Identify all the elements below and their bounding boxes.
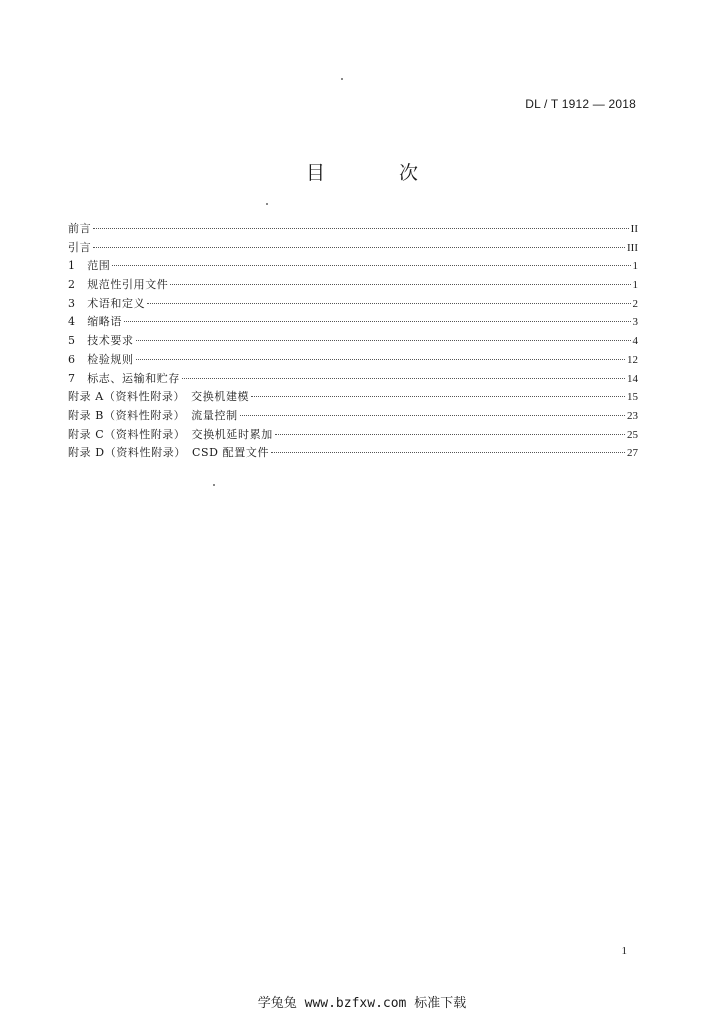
toc-entry-label: 前言 — [68, 222, 92, 235]
toc-entry-page: 3 — [632, 316, 638, 329]
toc-entry-label: 附录 B（资料性附录） 流量控制 — [68, 408, 238, 422]
watermark-footer: 学兔兔 www.bzfxw.com 标准下载 — [257, 996, 467, 1011]
dot-leader — [124, 321, 631, 322]
toc-entry[interactable] — [68, 407, 638, 426]
toc-entry-label: 引言 — [68, 240, 92, 254]
toc-entry-page: 27 — [627, 447, 638, 460]
dot-leader — [271, 452, 625, 453]
toc-entry-label: 3 术语和定义 — [68, 296, 146, 310]
toc-entry-page: 23 — [627, 409, 638, 422]
dot-leader — [93, 247, 625, 248]
dot-leader — [136, 359, 625, 360]
dot-leader — [182, 378, 625, 379]
toc-entry[interactable] — [68, 332, 638, 351]
toc-entry-page: 25 — [627, 428, 638, 441]
toc-entry-label: 5 技术要求 — [68, 334, 134, 348]
scan-speck — [213, 484, 215, 486]
toc-entry-label: 4 缩略语 — [68, 315, 122, 329]
toc-entry-page: 14 — [627, 372, 638, 385]
toc-entry-page: 2 — [632, 297, 638, 310]
dot-leader — [170, 284, 630, 285]
toc-entry-page: 15 — [627, 391, 638, 404]
dot-leader — [136, 340, 631, 341]
toc-entry[interactable] — [68, 426, 638, 445]
toc-entry-label: 附录 A（资料性附录） 交换机建模 — [68, 390, 250, 404]
toc-entry-page: 12 — [627, 353, 638, 366]
dot-leader — [147, 303, 630, 304]
dot-leader — [93, 228, 628, 229]
toc-entry-label: 附录 D（资料性附录） CSD 配置文件 — [68, 446, 270, 460]
toc-entry-page: III — [627, 241, 638, 254]
toc-entry[interactable] — [68, 388, 638, 407]
toc-entry-label: 7 标志、运输和贮存 — [68, 371, 180, 385]
page-number: 1 — [621, 945, 627, 957]
toc-entry-page: II — [630, 223, 638, 235]
toc-entry-label: 6 检验规则 — [68, 352, 134, 366]
toc-entry[interactable] — [68, 257, 638, 276]
dot-leader — [112, 265, 630, 266]
toc-entry-label: 1 范围 — [68, 259, 111, 273]
dot-leader — [275, 434, 625, 435]
dot-leader — [240, 415, 625, 416]
toc-entry[interactable] — [68, 295, 638, 314]
toc-entry[interactable] — [68, 370, 638, 389]
scan-speck — [341, 78, 343, 80]
dot-leader — [251, 396, 625, 397]
toc-entry[interactable] — [68, 239, 638, 258]
toc-entry-label: 2 规范性引用文件 — [68, 278, 169, 292]
scan-speck — [266, 203, 268, 205]
page-title: 目 次 — [305, 162, 453, 184]
toc-entry[interactable] — [68, 313, 638, 332]
toc-entry-page: 1 — [632, 279, 638, 292]
toc-entry[interactable] — [68, 444, 638, 463]
toc-entry[interactable] — [68, 276, 638, 295]
toc-entry[interactable] — [68, 351, 638, 370]
standard-code: DL / T 1912 — 2018 — [525, 97, 636, 111]
toc-entry-page: 4 — [632, 335, 638, 348]
toc-entry-label: 附录 C（资料性附录） 交换机延时累加 — [68, 427, 273, 441]
toc-entry-page: 1 — [632, 260, 638, 273]
toc-entry[interactable] — [68, 220, 638, 239]
table-of-contents — [68, 220, 638, 463]
